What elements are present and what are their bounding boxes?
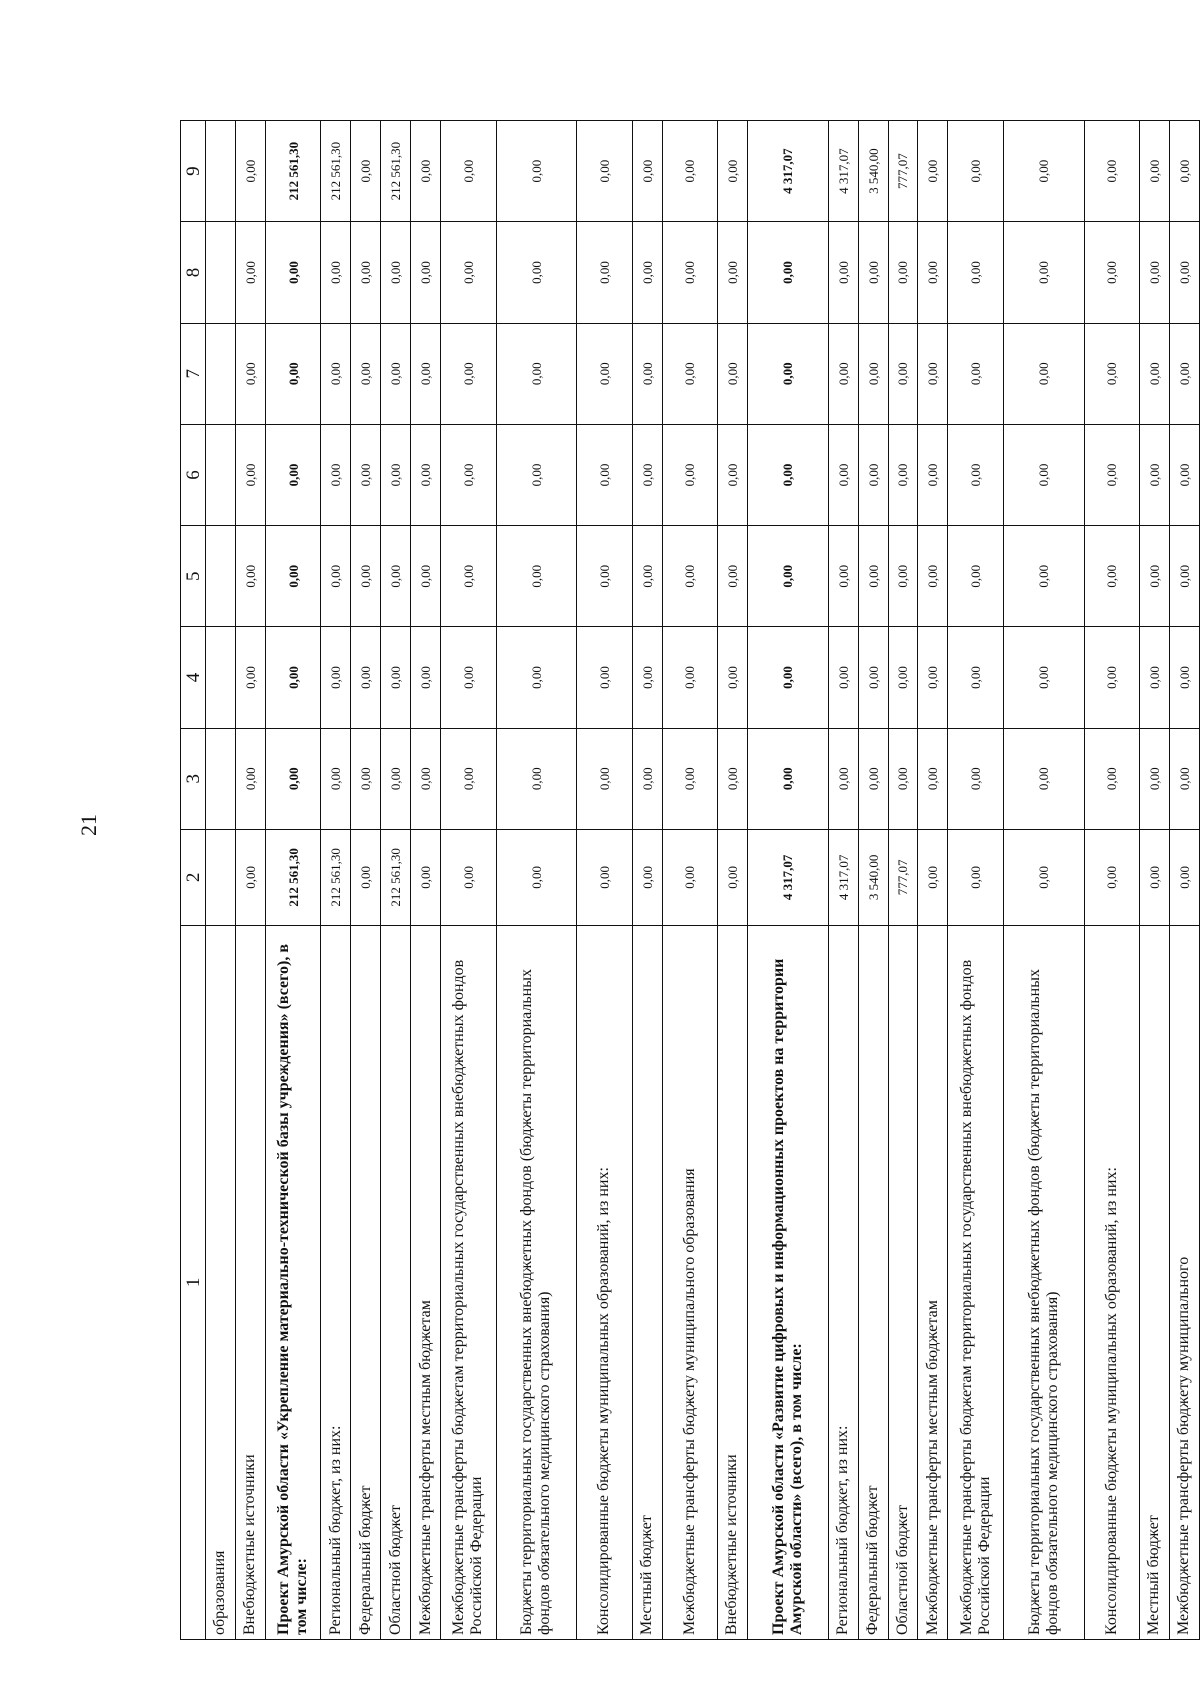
- value-cell: 0,00: [828, 526, 858, 627]
- value-cell: 0,00: [1169, 526, 1199, 627]
- value-cell: 0,00: [441, 829, 496, 925]
- value-cell: 0,00: [351, 728, 381, 829]
- table-row: [717, 121, 747, 1640]
- value-cell: 0,00: [858, 323, 888, 424]
- value-cell: 0,00: [1084, 121, 1139, 222]
- value-cell: 212 561,30: [381, 829, 411, 925]
- row-label: Местный бюджет: [632, 925, 662, 1639]
- value-cell: 0,00: [577, 121, 632, 222]
- value-cell: 0,00: [1169, 829, 1199, 925]
- value-cell: 0,00: [577, 424, 632, 525]
- value-cell: 212 561,30: [265, 121, 320, 222]
- value-cell: 0,00: [632, 829, 662, 925]
- value-cell: 0,00: [496, 526, 577, 627]
- row-label: Консолидированные бюджеты муниципальных образований, из них:: [577, 925, 632, 1639]
- value-cell: 0,00: [496, 121, 577, 222]
- value-cell: 0,00: [1139, 627, 1169, 728]
- value-cell: 4 317,07: [747, 121, 828, 222]
- value-cell: 0,00: [496, 424, 577, 525]
- value-cell: 0,00: [632, 222, 662, 323]
- value-cell: 0,00: [662, 627, 717, 728]
- value-cell: 0,00: [411, 121, 441, 222]
- value-cell: 0,00: [351, 323, 381, 424]
- header-row: [181, 121, 206, 1640]
- value-cell: 0,00: [351, 829, 381, 925]
- value-cell: 0,00: [747, 627, 828, 728]
- value-cell: 0,00: [235, 323, 265, 424]
- value-cell: 0,00: [632, 526, 662, 627]
- row-label: Областной бюджет: [888, 925, 918, 1639]
- column-header: 1: [181, 925, 206, 1639]
- value-cell: 0,00: [321, 323, 351, 424]
- value-cell: 0,00: [662, 526, 717, 627]
- value-cell: 0,00: [948, 121, 1003, 222]
- table-row: [1084, 121, 1139, 1640]
- value-cell: 0,00: [381, 526, 411, 627]
- row-label: Областной бюджет: [381, 925, 411, 1639]
- value-cell: 0,00: [411, 323, 441, 424]
- value-cell: 0,00: [1139, 829, 1169, 925]
- value-cell: 0,00: [717, 526, 747, 627]
- value-cell: 0,00: [265, 728, 320, 829]
- value-cell: 0,00: [441, 526, 496, 627]
- table-row: [918, 121, 948, 1640]
- row-label: образования: [206, 925, 236, 1639]
- table-body: [206, 121, 1200, 1640]
- value-cell: 0,00: [632, 121, 662, 222]
- value-cell: [206, 121, 236, 222]
- value-cell: 0,00: [265, 323, 320, 424]
- value-cell: 0,00: [858, 424, 888, 525]
- value-cell: 0,00: [496, 323, 577, 424]
- value-cell: 0,00: [948, 424, 1003, 525]
- value-cell: 0,00: [632, 728, 662, 829]
- value-cell: [206, 424, 236, 525]
- value-cell: 0,00: [1084, 627, 1139, 728]
- value-cell: 0,00: [918, 424, 948, 525]
- value-cell: 0,00: [747, 728, 828, 829]
- column-header: 6: [181, 424, 206, 525]
- value-cell: 0,00: [948, 323, 1003, 424]
- table-row: [351, 121, 381, 1640]
- value-cell: 0,00: [441, 424, 496, 525]
- table-row: [321, 121, 351, 1640]
- row-label: Проект Амурской области «Развитие цифровых и информационных проектов на территории Амурской области» (всего), в том числе:: [747, 925, 828, 1639]
- table-row: [1169, 121, 1199, 1640]
- value-cell: 0,00: [411, 829, 441, 925]
- value-cell: [206, 526, 236, 627]
- value-cell: 0,00: [1003, 121, 1084, 222]
- value-cell: 0,00: [496, 627, 577, 728]
- value-cell: 0,00: [1003, 728, 1084, 829]
- financing-table: [180, 120, 1200, 1640]
- row-label: Бюджеты территориальных государственных внебюджетных фондов (бюджеты территориальных фондов обязательного медицинского страхования): [1003, 925, 1084, 1639]
- value-cell: 0,00: [1003, 627, 1084, 728]
- value-cell: 0,00: [717, 829, 747, 925]
- value-cell: 0,00: [717, 121, 747, 222]
- value-cell: 0,00: [662, 323, 717, 424]
- value-cell: 0,00: [918, 526, 948, 627]
- value-cell: 0,00: [1084, 526, 1139, 627]
- table-row: [1003, 121, 1084, 1640]
- table-row: [381, 121, 411, 1640]
- value-cell: [206, 323, 236, 424]
- value-cell: 0,00: [948, 728, 1003, 829]
- table-row: [206, 121, 236, 1640]
- value-cell: 0,00: [888, 627, 918, 728]
- row-label: Проект Амурской области «Укрепление материально-технической базы учреждения» (всего), в том числе:: [265, 925, 320, 1639]
- value-cell: 0,00: [918, 627, 948, 728]
- value-cell: 0,00: [918, 728, 948, 829]
- value-cell: 0,00: [1084, 323, 1139, 424]
- value-cell: 0,00: [441, 222, 496, 323]
- row-label: Консолидированные бюджеты муниципальных образований, из них:: [1084, 925, 1139, 1639]
- row-label: Внебюджетные источники: [717, 925, 747, 1639]
- value-cell: 4 317,07: [747, 829, 828, 925]
- value-cell: 777,07: [888, 121, 918, 222]
- column-header: 3: [181, 728, 206, 829]
- value-cell: 0,00: [235, 424, 265, 525]
- value-cell: 3 540,00: [858, 121, 888, 222]
- value-cell: 0,00: [321, 424, 351, 525]
- value-cell: 0,00: [441, 323, 496, 424]
- value-cell: 0,00: [1084, 829, 1139, 925]
- value-cell: 0,00: [235, 728, 265, 829]
- row-label: Региональный бюджет, из них:: [828, 925, 858, 1639]
- table-row: [828, 121, 858, 1640]
- value-cell: 0,00: [828, 728, 858, 829]
- value-cell: 0,00: [1169, 627, 1199, 728]
- value-cell: 0,00: [265, 222, 320, 323]
- row-label: Межбюджетные трансферты бюджетам территориальных государственных внебюджетных фондов Российской Федерации: [441, 925, 496, 1639]
- value-cell: 0,00: [265, 424, 320, 525]
- value-cell: 0,00: [858, 526, 888, 627]
- value-cell: 0,00: [828, 323, 858, 424]
- value-cell: 0,00: [858, 728, 888, 829]
- value-cell: 0,00: [662, 829, 717, 925]
- row-label: Межбюджетные трансферты бюджету муниципального образования: [662, 925, 717, 1639]
- value-cell: 0,00: [577, 728, 632, 829]
- value-cell: 0,00: [1169, 728, 1199, 829]
- value-cell: 0,00: [496, 222, 577, 323]
- value-cell: 0,00: [577, 222, 632, 323]
- value-cell: 212 561,30: [321, 121, 351, 222]
- value-cell: 0,00: [411, 526, 441, 627]
- row-label: Межбюджетные трансферты местным бюджетам: [918, 925, 948, 1639]
- value-cell: 0,00: [1139, 323, 1169, 424]
- value-cell: 0,00: [441, 627, 496, 728]
- value-cell: 4 317,07: [828, 829, 858, 925]
- table-row: [948, 121, 1003, 1640]
- row-label: Межбюджетные трансферты бюджетам территориальных государственных внебюджетных фондов Российской Федерации: [948, 925, 1003, 1639]
- value-cell: 0,00: [662, 728, 717, 829]
- value-cell: 0,00: [888, 728, 918, 829]
- row-label: Межбюджетные трансферты бюджету муниципального: [1169, 925, 1199, 1639]
- row-label: Местный бюджет: [1139, 925, 1169, 1639]
- value-cell: 0,00: [1139, 526, 1169, 627]
- row-label: Федеральный бюджет: [351, 925, 381, 1639]
- value-cell: 0,00: [235, 222, 265, 323]
- value-cell: 0,00: [265, 627, 320, 728]
- value-cell: 0,00: [948, 627, 1003, 728]
- value-cell: 0,00: [381, 424, 411, 525]
- value-cell: 0,00: [321, 627, 351, 728]
- column-header: 4: [181, 627, 206, 728]
- table-row: [411, 121, 441, 1640]
- value-cell: 0,00: [747, 222, 828, 323]
- value-cell: 0,00: [662, 121, 717, 222]
- value-cell: 0,00: [888, 526, 918, 627]
- value-cell: 0,00: [1169, 424, 1199, 525]
- value-cell: 0,00: [662, 222, 717, 323]
- value-cell: 0,00: [381, 627, 411, 728]
- table-row: [1139, 121, 1169, 1640]
- row-label: Бюджеты территориальных государственных внебюджетных фондов (бюджеты территориальных фондов обязательного медицинского страхования): [496, 925, 577, 1639]
- value-cell: 0,00: [441, 728, 496, 829]
- value-cell: 0,00: [717, 728, 747, 829]
- value-cell: [206, 222, 236, 323]
- rotated-table-container: [180, 120, 1200, 1640]
- table-row: [235, 121, 265, 1640]
- table-row: [577, 121, 632, 1640]
- value-cell: 0,00: [1003, 526, 1084, 627]
- value-cell: [206, 728, 236, 829]
- value-cell: 0,00: [1169, 121, 1199, 222]
- value-cell: 0,00: [888, 424, 918, 525]
- value-cell: 0,00: [381, 728, 411, 829]
- value-cell: 0,00: [411, 222, 441, 323]
- value-cell: 0,00: [858, 627, 888, 728]
- value-cell: 0,00: [235, 526, 265, 627]
- value-cell: 0,00: [632, 424, 662, 525]
- value-cell: [206, 627, 236, 728]
- value-cell: 0,00: [1139, 424, 1169, 525]
- column-header: 2: [181, 829, 206, 925]
- value-cell: 0,00: [1003, 323, 1084, 424]
- column-header: 5: [181, 526, 206, 627]
- value-cell: 212 561,30: [321, 829, 351, 925]
- table-row: [632, 121, 662, 1640]
- value-cell: 0,00: [888, 222, 918, 323]
- column-header: 9: [181, 121, 206, 222]
- value-cell: 0,00: [1169, 323, 1199, 424]
- value-cell: 0,00: [1084, 728, 1139, 829]
- value-cell: 0,00: [235, 829, 265, 925]
- table-row: [888, 121, 918, 1640]
- value-cell: 4 317,07: [828, 121, 858, 222]
- value-cell: 0,00: [747, 424, 828, 525]
- row-label: Внебюджетные источники: [235, 925, 265, 1639]
- value-cell: 3 540,00: [858, 829, 888, 925]
- value-cell: 0,00: [351, 627, 381, 728]
- table-row: [496, 121, 577, 1640]
- value-cell: 0,00: [888, 323, 918, 424]
- value-cell: 0,00: [441, 121, 496, 222]
- table-row: [441, 121, 496, 1640]
- value-cell: 0,00: [948, 526, 1003, 627]
- value-cell: 0,00: [381, 222, 411, 323]
- value-cell: 0,00: [858, 222, 888, 323]
- value-cell: 0,00: [632, 323, 662, 424]
- value-cell: 0,00: [918, 323, 948, 424]
- page-number: 21: [76, 814, 101, 836]
- value-cell: 0,00: [496, 728, 577, 829]
- table-row: [747, 121, 828, 1640]
- value-cell: 0,00: [948, 222, 1003, 323]
- value-cell: 0,00: [717, 323, 747, 424]
- value-cell: 0,00: [1139, 728, 1169, 829]
- value-cell: 0,00: [828, 222, 858, 323]
- value-cell: 0,00: [235, 121, 265, 222]
- column-header: 7: [181, 323, 206, 424]
- value-cell: 0,00: [577, 526, 632, 627]
- value-cell: 0,00: [577, 627, 632, 728]
- value-cell: 0,00: [235, 627, 265, 728]
- value-cell: 0,00: [747, 526, 828, 627]
- table-row: [662, 121, 717, 1640]
- value-cell: 0,00: [948, 829, 1003, 925]
- value-cell: 0,00: [351, 121, 381, 222]
- value-cell: 0,00: [496, 829, 577, 925]
- value-cell: 0,00: [265, 526, 320, 627]
- value-cell: 0,00: [1139, 121, 1169, 222]
- value-cell: 0,00: [918, 222, 948, 323]
- value-cell: 0,00: [717, 627, 747, 728]
- value-cell: 0,00: [632, 627, 662, 728]
- value-cell: 0,00: [351, 424, 381, 525]
- value-cell: 212 561,30: [381, 121, 411, 222]
- value-cell: 0,00: [717, 222, 747, 323]
- value-cell: 0,00: [717, 424, 747, 525]
- value-cell: 0,00: [747, 323, 828, 424]
- value-cell: 0,00: [351, 222, 381, 323]
- value-cell: 0,00: [1084, 222, 1139, 323]
- value-cell: 0,00: [381, 323, 411, 424]
- value-cell: 0,00: [662, 424, 717, 525]
- table-row: [858, 121, 888, 1640]
- value-cell: 0,00: [1003, 222, 1084, 323]
- value-cell: 0,00: [411, 627, 441, 728]
- value-cell: 0,00: [1169, 222, 1199, 323]
- value-cell: 0,00: [1003, 424, 1084, 525]
- value-cell: 0,00: [411, 728, 441, 829]
- table-row: [265, 121, 320, 1640]
- value-cell: 0,00: [828, 627, 858, 728]
- value-cell: 0,00: [1084, 424, 1139, 525]
- value-cell: 0,00: [1003, 829, 1084, 925]
- value-cell: 0,00: [411, 424, 441, 525]
- row-label: Федеральный бюджет: [858, 925, 888, 1639]
- value-cell: [206, 829, 236, 925]
- value-cell: 0,00: [321, 728, 351, 829]
- row-label: Межбюджетные трансферты местным бюджетам: [411, 925, 441, 1639]
- value-cell: 777,07: [888, 829, 918, 925]
- column-header: 8: [181, 222, 206, 323]
- value-cell: 0,00: [1139, 222, 1169, 323]
- value-cell: 0,00: [351, 526, 381, 627]
- value-cell: 0,00: [321, 526, 351, 627]
- value-cell: 0,00: [918, 121, 948, 222]
- value-cell: 0,00: [828, 424, 858, 525]
- value-cell: 212 561,30: [265, 829, 320, 925]
- value-cell: 0,00: [918, 829, 948, 925]
- value-cell: 0,00: [577, 829, 632, 925]
- row-label: Региональный бюджет, из них:: [321, 925, 351, 1639]
- value-cell: 0,00: [577, 323, 632, 424]
- value-cell: 0,00: [321, 222, 351, 323]
